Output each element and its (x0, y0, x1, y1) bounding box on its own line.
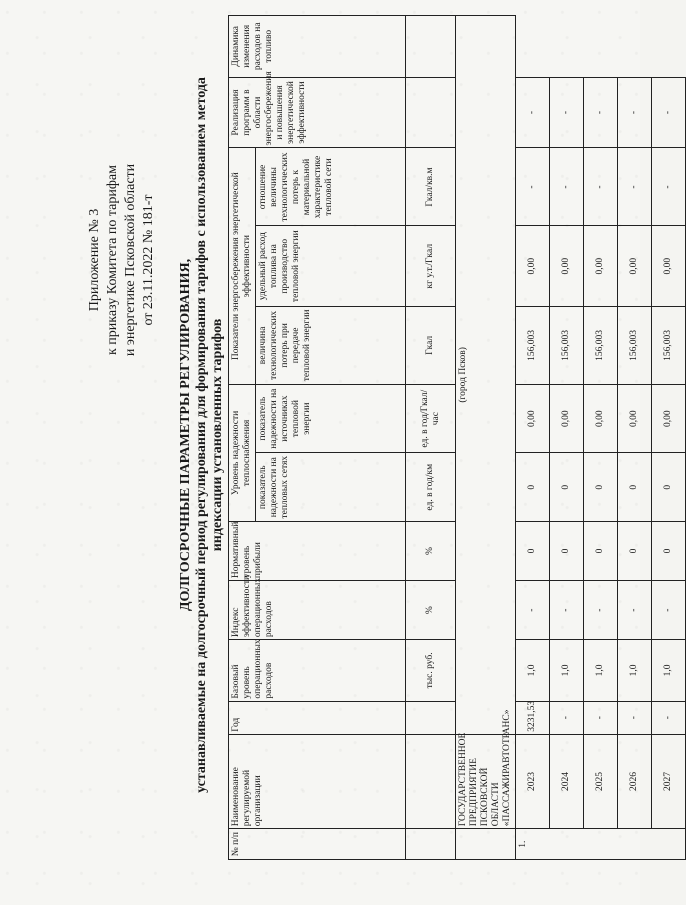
cell-year: 2023 (516, 734, 550, 829)
cell-year: 2026 (618, 734, 652, 829)
parameters-table-wrap (228, 15, 686, 860)
cell-dyn: - (652, 77, 686, 148)
col-header-base: Базовый уровень операционных расходов (229, 640, 406, 701)
cell-net: 0 (652, 521, 686, 580)
annex-line-3: и энергетике Псковской области (123, 163, 138, 357)
cell-net: 0 (516, 521, 550, 580)
cell-base: - (618, 701, 652, 734)
cell-norm: - (584, 581, 618, 640)
cell-fuel: 156,003 (618, 306, 652, 384)
cell-base: - (584, 701, 618, 734)
col-header-org: Наименование регулируемой организации (229, 734, 406, 829)
cell-program: - (584, 148, 618, 226)
cell-ratio: 0,00 (652, 226, 686, 306)
col-header-year: Год (229, 701, 406, 734)
cell-year: 2025 (584, 734, 618, 829)
cell-net: 0 (584, 521, 618, 580)
unit-empty-1 (406, 829, 456, 860)
unit-empty-4 (406, 77, 456, 148)
city-empty-1 (456, 829, 516, 860)
cell-index: 1,0 (584, 640, 618, 701)
document-title (178, 5, 226, 865)
table-row (584, 16, 618, 860)
cell-program: - (550, 148, 584, 226)
col-header-fuel: удельный расход топлива на производство тепловой энергии (256, 226, 406, 306)
col-header-num: № п/п (229, 829, 406, 860)
cell-ratio: 0,00 (584, 226, 618, 306)
unit-loss: Гкал (406, 306, 456, 384)
table-row (652, 16, 686, 860)
unit-src: ед. в год/Гкал/час (406, 384, 456, 453)
unit-ratio: Гкал/кв.м (406, 148, 456, 226)
col-header-loss: величина технологических потерь при передаче тепловой энергии (256, 306, 406, 384)
annex-line-4: от 23.11.2022 № 181-т (141, 194, 156, 326)
units-row (406, 16, 456, 860)
parameters-table (228, 15, 686, 860)
cell-year: 2024 (550, 734, 584, 829)
org-name: ГОСУДАРСТВЕННОЕ ПРЕДПРИЯТИЕ ПСКОВСКОЙ ОБЛАСТИ «ПАССАЖИРАВТОТРАНС» (456, 734, 516, 829)
unit-empty-5 (406, 16, 456, 78)
annex-header (86, 90, 158, 430)
cell-base: - (550, 701, 584, 734)
cell-year: 2027 (652, 734, 686, 829)
cell-norm: - (618, 581, 652, 640)
cell-program: - (618, 148, 652, 226)
cell-src: 0 (584, 453, 618, 522)
table-row (516, 16, 550, 860)
col-header-reliability: Уровень надежности теплоснабжения (229, 384, 256, 521)
cell-net: 0 (550, 521, 584, 580)
header-row-1 (229, 16, 256, 860)
city-label: (город Псков) (456, 16, 516, 735)
cell-dyn: - (618, 77, 652, 148)
cell-base: 3231,53 (516, 701, 550, 734)
cell-dyn: - (550, 77, 584, 148)
cell-src: 0 (652, 453, 686, 522)
cell-dyn: - (516, 77, 550, 148)
cell-norm: - (516, 581, 550, 640)
cell-loss: 0,00 (550, 384, 584, 453)
col-header-reliab-src: показатель надежности на источниках тепловой энергии (256, 384, 406, 453)
unit-norm: % (406, 521, 456, 580)
cell-index: 1,0 (618, 640, 652, 701)
cell-fuel: 156,003 (584, 306, 618, 384)
cell-ratio: 0,00 (618, 226, 652, 306)
col-header-index: Индекс эффективности операционных расходов (229, 581, 406, 640)
cell-fuel: 156,003 (652, 306, 686, 384)
col-header-ratio: отношение величины технологических потерь к материальной характеристике тепловой сети (256, 148, 406, 226)
cell-fuel: 156,003 (550, 306, 584, 384)
cell-index: 1,0 (550, 640, 584, 701)
col-header-dynamics: Динамика изменения расходов на топливо (229, 16, 406, 78)
cell-index: 1,0 (652, 640, 686, 701)
cell-src: 0 (618, 453, 652, 522)
cell-loss: 0,00 (584, 384, 618, 453)
cell-index: 1,0 (516, 640, 550, 701)
cell-fuel: 156,003 (516, 306, 550, 384)
cell-norm: - (550, 581, 584, 640)
row-number: 1. (516, 829, 686, 860)
title-line-3: индексации установленных тарифов (210, 318, 225, 552)
unit-base: тыс. руб. (406, 640, 456, 701)
col-header-energy: Показатели энергосбережения энергетической эффективности (229, 148, 256, 384)
cell-loss: 0,00 (652, 384, 686, 453)
unit-fuel: кг у.т./Гкал (406, 226, 456, 306)
cell-program: - (516, 148, 550, 226)
col-header-reliab-net: показатель надежности на тепловых сетях (256, 453, 406, 522)
unit-index: % (406, 581, 456, 640)
unit-empty-3 (406, 701, 456, 734)
title-line-1: ДОЛГОСРОЧНЫЕ ПАРАМЕТРЫ РЕГУЛИРОВАНИЯ, (178, 258, 193, 612)
cell-net: 0 (618, 521, 652, 580)
table-row (618, 16, 652, 860)
cell-loss: 0,00 (618, 384, 652, 453)
cell-program: - (652, 148, 686, 226)
annex-line-2: к приказу Комитета по тарифам (105, 164, 120, 356)
cell-dyn: - (584, 77, 618, 148)
col-header-program: Реализация программ в области энергосбережения и повышения энергетической эффективности (229, 77, 406, 148)
city-row (456, 16, 516, 860)
cell-norm: - (652, 581, 686, 640)
cell-base: - (652, 701, 686, 734)
cell-src: 0 (550, 453, 584, 522)
unit-empty-2 (406, 734, 456, 829)
cell-ratio: 0,00 (550, 226, 584, 306)
title-line-2: устанавливаемые на долгосрочный период регулирования для формирования тарифов с использованием метода (194, 77, 209, 793)
cell-ratio: 0,00 (516, 226, 550, 306)
cell-src: 0 (516, 453, 550, 522)
col-header-norm: Нормативный уровень прибыли (229, 521, 406, 580)
annex-line-1: Приложение № 3 (87, 208, 102, 312)
cell-loss: 0,00 (516, 384, 550, 453)
table-row (550, 16, 584, 860)
unit-net: ед. в год/км (406, 453, 456, 522)
